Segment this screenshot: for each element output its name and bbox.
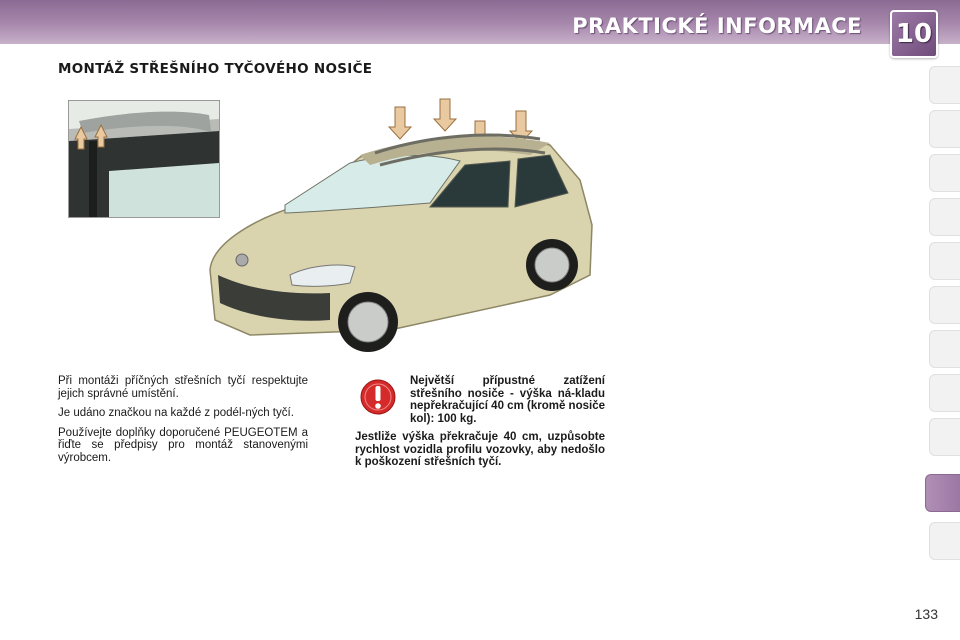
chapter-tab[interactable] (929, 198, 960, 236)
chapter-tab[interactable] (929, 374, 960, 412)
instructions-text (58, 375, 308, 471)
warning-lead-text: Největší přípustné zatížení střešního nosiče - výška ná-kladu nepřekračující 40 cm (kromě nosiče kol): 100 kg. (410, 375, 605, 425)
page-header (0, 0, 960, 52)
page-number: 133 (914, 606, 938, 622)
chapter-tab[interactable] (929, 418, 960, 456)
chapter-tab[interactable] (929, 330, 960, 368)
instruction-paragraph: Používejte doplňky doporučené PEUGEOTEM a řiďte se předpisy pro montáž stanovenými výrobcem. (58, 426, 308, 464)
car-illustration (190, 95, 610, 370)
car-with-roof-rails-image (190, 95, 610, 370)
chapter-number-badge: 10 (890, 10, 938, 58)
chapter-tab[interactable] (929, 110, 960, 148)
chapter-title: PRAKTICKÉ INFORMACE (572, 14, 862, 38)
chapter-tab[interactable] (929, 242, 960, 280)
chapter-tab[interactable] (929, 522, 960, 560)
instruction-paragraph: Při montáži příčných střešních tyčí respektujte jejich správné umístění. (58, 375, 308, 400)
chapter-tab[interactable] (929, 154, 960, 192)
instruction-paragraph: Je udáno značkou na každé z podél-ných tyčí. (58, 407, 294, 419)
exclamation-icon (360, 379, 396, 415)
warning-body-text: Jestliže výška překračuje 40 cm, uzpůsobte rychlost vozidla profilu vozovky, aby nedošlo k poškození střešních tyčí. (355, 431, 605, 468)
chapter-tab-active[interactable] (925, 474, 960, 512)
chapter-tab[interactable] (929, 286, 960, 324)
section-title: MONTÁŽ STŘEŠNÍHO TYČOVÉHO NOSIČE (58, 61, 373, 77)
chapter-tab[interactable] (929, 66, 960, 104)
chapter-tabs (926, 66, 960, 576)
